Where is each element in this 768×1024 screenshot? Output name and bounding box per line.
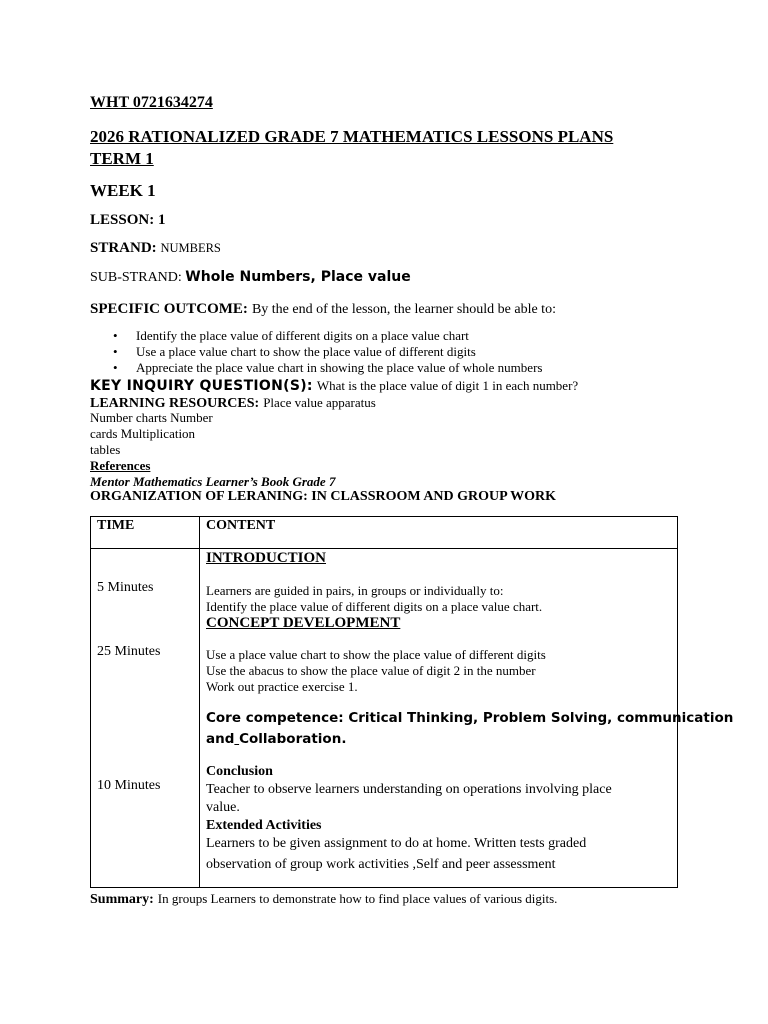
lesson-table xyxy=(90,516,734,888)
summary-line xyxy=(90,890,557,908)
learning-resources-text: Place value apparatus xyxy=(263,395,376,410)
conclusion-text-line1: Teacher to observe learners understanding on operations involving place xyxy=(206,782,612,797)
conclusion-text-line2: value. xyxy=(206,800,240,815)
learning-resources-label: LEARNING RESOURCES: xyxy=(90,396,260,411)
concept-heading: CONCEPT DEVELOPMENT xyxy=(206,615,401,631)
concept-text-line3: Work out practice exercise 1. xyxy=(206,679,358,694)
time-cell xyxy=(91,549,200,888)
conclusion-heading: Conclusion xyxy=(206,764,273,779)
table-header-row xyxy=(91,517,678,549)
learning-resources-line3: cards Multiplication xyxy=(90,426,196,441)
intro-text-line2: Identify the place value of different digits on a place value chart. xyxy=(206,599,543,614)
week-heading: WEEK 1 xyxy=(90,181,156,200)
core-competence-line2 xyxy=(206,731,346,747)
concept-text-line2: Use the abacus to show the place value of digit 2 in the number xyxy=(206,663,536,678)
time-header: TIME xyxy=(97,518,135,533)
intro-text-line1: Learners are guided in pairs, in groups or individually to: xyxy=(206,583,504,598)
document-title-line1: 2026 RATIONALIZED GRADE 7 MATHEMATICS LESSONS PLANS xyxy=(90,127,614,146)
concept-text-line1: Use a place value chart to show the place value of different digits xyxy=(206,647,546,662)
specific-outcome-line xyxy=(90,300,556,318)
contact-line: WHT 0721634274 xyxy=(90,94,213,111)
summary-label: Summary: xyxy=(90,892,154,907)
lesson-line xyxy=(90,212,165,229)
conclusion-time: 10 Minutes xyxy=(97,778,161,793)
organization-line: ORGANIZATION OF LERANING: IN CLASSROOM AND GROUP WORK xyxy=(90,489,557,504)
references-text: Mentor Mathematics Learner’s Book Grade 7 xyxy=(90,474,336,489)
extended-heading: Extended Activities xyxy=(206,818,322,833)
list-item: • Use a place value chart to show the place value of different digits xyxy=(113,344,542,360)
outcome-list xyxy=(113,328,542,376)
content-cell xyxy=(200,549,734,888)
content-header: CONTENT xyxy=(206,518,276,533)
table-row xyxy=(91,549,678,888)
core-competence-collaboration: Collaboration. xyxy=(239,731,347,747)
time-header-cell xyxy=(91,517,200,549)
lesson-label: LESSON: xyxy=(90,212,155,228)
learning-resources-line2: Number charts Number xyxy=(90,410,213,425)
key-inquiry-label: KEY INQUIRY QUESTION(S): xyxy=(90,378,313,394)
specific-outcome-label: SPECIFIC OUTCOME: xyxy=(90,301,248,317)
intro-heading: INTRODUCTION xyxy=(206,550,327,566)
extended-text-line1: Learners to be given assignment to do at home. Written tests graded xyxy=(206,836,587,851)
document-title-line2: TERM 1 xyxy=(90,149,154,168)
list-item: • Identify the place value of different digits on a place value chart xyxy=(113,328,542,344)
learning-resources-line4: tables xyxy=(90,442,121,457)
sub-strand-label: SUB-STRAND: xyxy=(90,270,182,285)
content-header-cell xyxy=(200,517,678,549)
key-inquiry-text: What is the place value of digit 1 in each number? xyxy=(316,378,579,393)
intro-time: 5 Minutes xyxy=(97,580,154,595)
strand-value: NUMBERS xyxy=(160,241,221,255)
references-label: References xyxy=(90,458,151,473)
lesson-value: 1 xyxy=(157,212,166,228)
list-item: • Appreciate the place value chart in showing the place value of whole numbers xyxy=(113,360,542,376)
strand-line xyxy=(90,240,221,257)
extended-text-line2: observation of group work activities ,Self and peer assessment xyxy=(206,857,556,872)
core-competence-and: and xyxy=(206,731,235,747)
core-competence-line1: Core competence: Critical Thinking, Problem Solving, communication xyxy=(206,710,734,726)
specific-outcome-text: By the end of the lesson, the learner should be able to: xyxy=(251,302,556,317)
key-inquiry-line xyxy=(90,377,578,395)
sub-strand-line xyxy=(90,269,411,286)
concept-time: 25 Minutes xyxy=(97,644,161,659)
sub-strand-value: Whole Numbers, Place value xyxy=(185,269,411,285)
strand-label: STRAND: xyxy=(90,240,157,256)
summary-text: In groups Learners to demonstrate how to find place values of various digits. xyxy=(157,891,558,906)
